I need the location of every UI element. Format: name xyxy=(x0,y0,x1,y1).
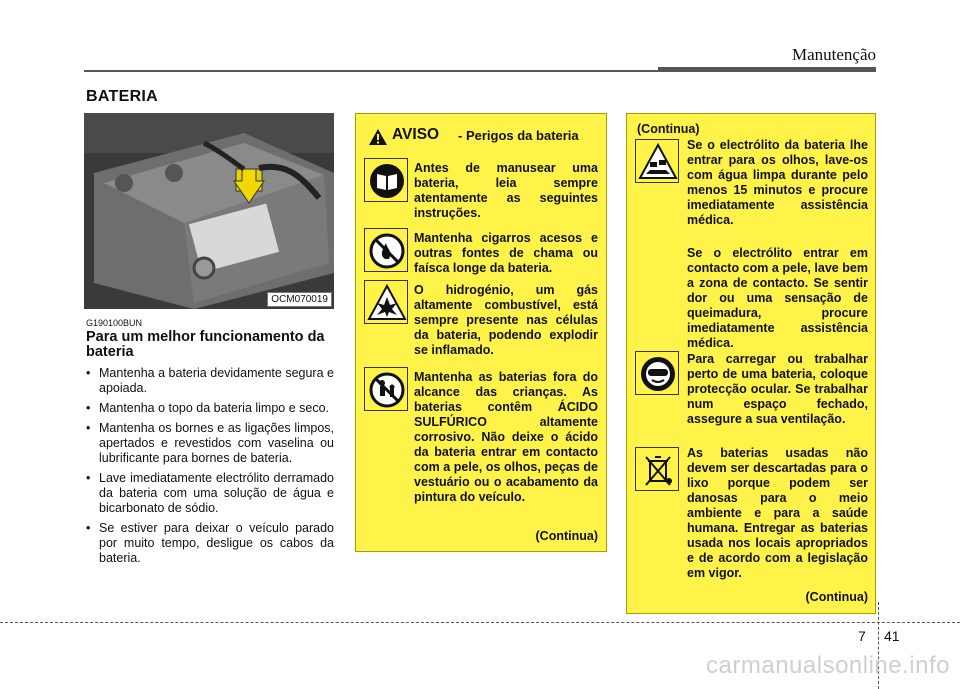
section-code: G190100BUN xyxy=(86,318,143,328)
no-flame-icon xyxy=(364,228,408,272)
eye-protection-icon xyxy=(635,351,679,395)
list-item: • Mantenha o topo da bateria limpo e seco. xyxy=(86,401,334,416)
footer-rule xyxy=(0,622,960,623)
section-title: BATERIA xyxy=(86,88,159,105)
recycle-bin-crossed-icon xyxy=(635,447,679,491)
chapter-title: Manutenção xyxy=(791,45,876,64)
explosive-icon xyxy=(364,280,408,324)
battery-photo xyxy=(84,113,334,309)
continued-from-note: (Continua) xyxy=(637,122,700,136)
header-rule-accent xyxy=(658,67,876,72)
warning-box-1 xyxy=(355,113,607,552)
warning-text: As baterias usadas não devem ser descartadas para o lixo porque podem ser danosas para o meio ambiente e para a saúde humana. Entregar as baterias usada nos locais apropriados e de acordo com a legislação em vigor. xyxy=(687,446,868,580)
warning-triangle-icon xyxy=(368,128,388,146)
list-item: • Lave imediatamente electrólito derramado da bateria com uma solução de água e bicarbonato de sódio. xyxy=(86,471,334,516)
warning-text: Antes de manusear uma bateria, leia sempre atentamente as seguintes instruções. xyxy=(414,161,598,220)
list-item: • Se estiver para deixar o veículo parado por muito tempo, desligue os cabos da bateria. xyxy=(86,521,334,566)
warning-text: Se o electrólito entrar em contacto com a pele, lave bem a zona de contacto. Se sentir dor ou uma sensação de queimadura, procure imediatamente assistência médica. xyxy=(687,246,868,350)
warning-text: O hidrogénio, um gás altamente combustível, está sempre presente nas células da bateria, podendo explodir se inflamado. xyxy=(414,283,598,357)
warning-text: Para carregar ou trabalhar perto de uma bateria, coloque protecção ocular. Se trabalhar num espaço fechado, assegure a sua ventilação. xyxy=(687,352,868,426)
photo-caption: OCM070019 xyxy=(267,292,332,307)
warning-title: AVISO xyxy=(392,126,440,143)
warning-box-2 xyxy=(626,113,876,614)
warning-subtitle: - Perigos da bateria xyxy=(458,128,579,143)
corrosive-acid-icon xyxy=(635,139,679,183)
list-item: • Mantenha os bornes e as ligações limpos, apertados e revestidos com vaselina ou lubrificante para bornes de bateria. xyxy=(86,421,334,466)
warning-text: Mantenha cigarros acesos e outras fontes de chama ou faísca longe da bateria. xyxy=(414,231,598,275)
continued-note: (Continua) xyxy=(535,529,598,543)
warning-text: Se o electrólito da bateria lhe entrar para os olhos, lave-os com água limpa durante pelo menos 15 minutos e procure imediatamente assistência médica. xyxy=(687,138,868,227)
watermark: carmanualsonline.info xyxy=(706,652,950,679)
subheading: Para um melhor funcionamento da bateria xyxy=(86,329,325,360)
maintenance-bullets xyxy=(86,366,334,571)
page-number: 41 xyxy=(884,628,900,644)
chapter-number: 7 xyxy=(858,628,866,644)
keep-away-children-icon xyxy=(364,367,408,411)
continued-note: (Continua) xyxy=(805,590,868,604)
manual-book-icon xyxy=(364,158,408,202)
list-item: • Mantenha a bateria devidamente segura e apoiada. xyxy=(86,366,334,396)
warning-text: Mantenha as baterias fora do alcance das crianças. As baterias contêm ÁCIDO SULFÚRICO altamente corrosivo. Não deixe o ácido da bateria entrar em contacto com a pele, os olhos, peças de vestuário ou o acabamento da pintura do veículo. xyxy=(414,370,598,504)
